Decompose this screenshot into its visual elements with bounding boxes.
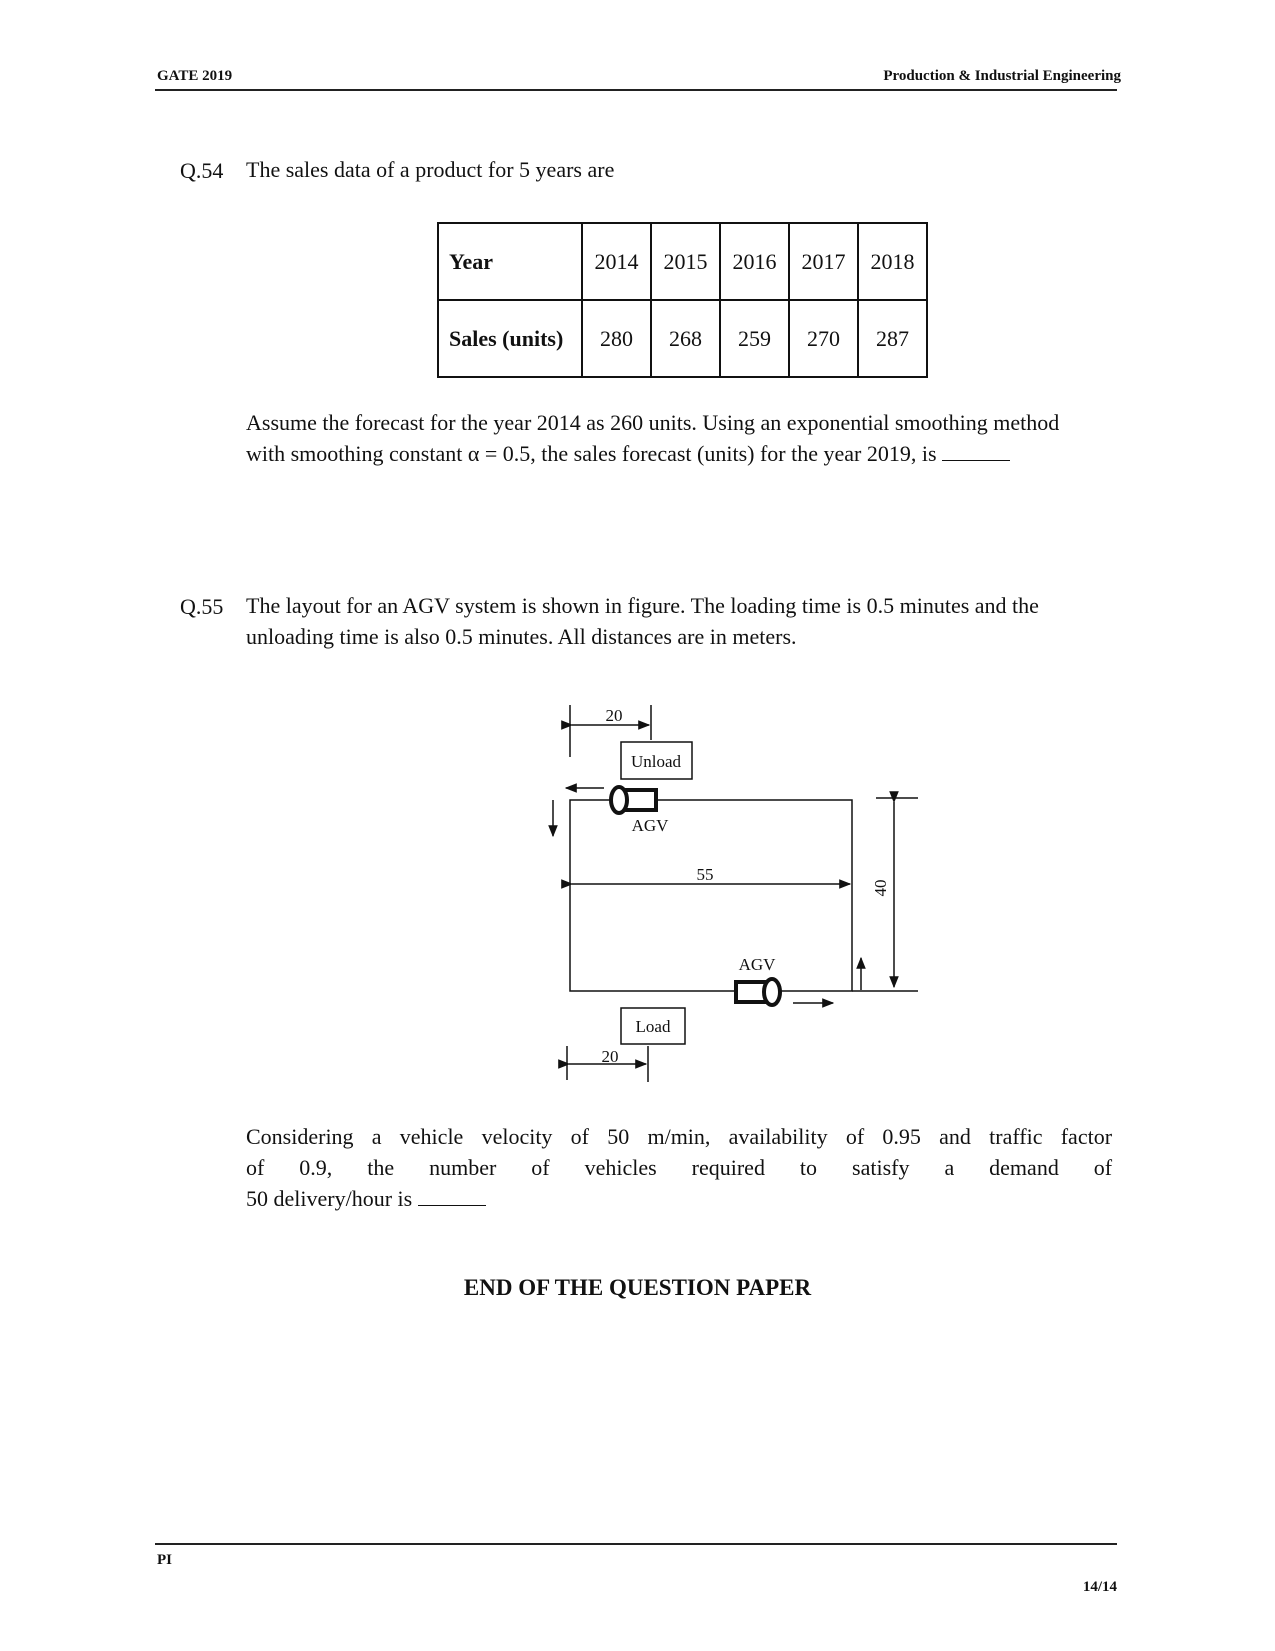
end-of-paper-title: END OF THE QUESTION PAPER bbox=[463, 1275, 812, 1300]
word: 50 bbox=[607, 1124, 630, 1149]
q55-number: Q.55 bbox=[180, 594, 224, 619]
footer-paper-code: PI bbox=[157, 1552, 172, 1568]
footer-rule bbox=[155, 1543, 1117, 1545]
table-header-year: Year bbox=[438, 223, 582, 300]
word: vehicle bbox=[399, 1124, 464, 1149]
word: vehicles bbox=[584, 1155, 657, 1180]
load-label: Load bbox=[635, 1017, 671, 1036]
table-cell-year: 2017 bbox=[789, 223, 858, 300]
word: required bbox=[691, 1155, 765, 1180]
word: 0.95 bbox=[882, 1124, 921, 1149]
word: of bbox=[845, 1124, 865, 1149]
word: of bbox=[570, 1124, 589, 1149]
table-cell-year: 2014 bbox=[582, 223, 651, 300]
q55-para-line2 bbox=[246, 1152, 1112, 1183]
word: Considering bbox=[246, 1124, 354, 1149]
q55-question-paragraph bbox=[246, 1121, 1112, 1214]
q54-line2-text: with smoothing constant α = 0.5, the sales forecast (units) for the year 2019, is bbox=[246, 441, 937, 466]
q55-para-line3 bbox=[246, 1183, 1112, 1214]
q55-line1: The layout for an AGV system is shown in figure. The loading time is 0.5 minutes and the bbox=[246, 593, 1039, 618]
word: of bbox=[1093, 1155, 1113, 1180]
dim-width-label: 55 bbox=[696, 865, 714, 884]
table-cell-year: 2018 bbox=[858, 223, 927, 300]
unload-label: Unload bbox=[630, 752, 682, 771]
q55-para-line1 bbox=[246, 1121, 1112, 1152]
q55-line2: unloading time is also 0.5 minutes. All distances are in meters. bbox=[246, 624, 797, 649]
word: a bbox=[944, 1155, 955, 1180]
word: of bbox=[246, 1155, 265, 1180]
word: a bbox=[371, 1124, 382, 1149]
word: satisfy bbox=[852, 1155, 910, 1180]
word: 0.9, bbox=[299, 1155, 333, 1180]
header-exam-title: GATE 2019 bbox=[157, 68, 233, 84]
word: of bbox=[531, 1155, 550, 1180]
dim-top-label: 20 bbox=[605, 706, 623, 725]
q54-intro: The sales data of a product for 5 years are bbox=[246, 157, 615, 182]
table-cell-sales: 287 bbox=[858, 300, 927, 377]
word: availability bbox=[728, 1124, 828, 1149]
word: the bbox=[367, 1155, 395, 1180]
table-cell-sales: 259 bbox=[720, 300, 789, 377]
table-cell-year: 2015 bbox=[651, 223, 720, 300]
answer-blank bbox=[418, 1185, 486, 1206]
agv-path-rectangle bbox=[570, 800, 852, 991]
word: factor bbox=[1060, 1124, 1113, 1149]
table-cell-year: 2016 bbox=[720, 223, 789, 300]
table-cell-sales: 268 bbox=[651, 300, 720, 377]
word: to bbox=[799, 1155, 818, 1180]
dim-bottom-label: 20 bbox=[601, 1047, 619, 1066]
table-header-sales: Sales (units) bbox=[438, 300, 582, 377]
word: number bbox=[429, 1155, 497, 1180]
word: traffic bbox=[989, 1124, 1043, 1149]
word: velocity bbox=[481, 1124, 553, 1149]
q54-line1: Assume the forecast for the year 2014 as 260 units. Using an exponential smoothing method bbox=[246, 410, 1060, 435]
word: demand bbox=[989, 1155, 1059, 1180]
agv-vehicle-bottom bbox=[736, 979, 780, 1005]
table-cell-sales: 270 bbox=[789, 300, 858, 377]
table-cell-sales: 280 bbox=[582, 300, 651, 377]
agv-top-label: AGV bbox=[631, 816, 669, 835]
word: m/min, bbox=[647, 1124, 711, 1149]
dim-height-label: 40 bbox=[871, 879, 890, 897]
header-subject: Production & Industrial Engineering bbox=[883, 68, 1121, 84]
agv-bottom-label: AGV bbox=[738, 955, 776, 974]
word: and bbox=[939, 1124, 971, 1149]
footer-page-number: 14/14 bbox=[1082, 1579, 1117, 1595]
q55-para-line3-text: 50 delivery/hour is bbox=[246, 1186, 413, 1211]
agv-vehicle-top bbox=[611, 787, 656, 813]
q54-number: Q.54 bbox=[180, 158, 224, 183]
